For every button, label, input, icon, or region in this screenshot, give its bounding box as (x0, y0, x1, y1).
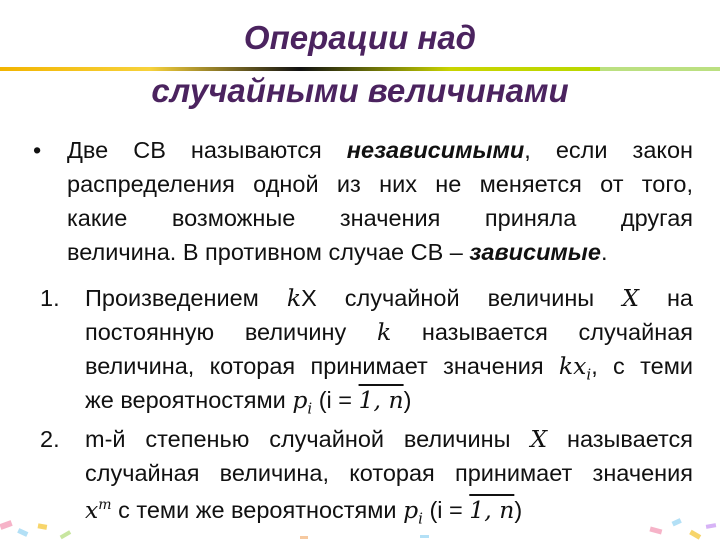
bullet-marker: • (33, 137, 42, 163)
text: же вероятностями (85, 387, 293, 413)
text: постоянную величину (85, 319, 377, 345)
title-line-2: случайными величинами (151, 72, 569, 109)
text: m-й степенью случайной величины (85, 426, 531, 452)
math-X: X (301, 285, 317, 311)
math-subscript: i (418, 509, 423, 528)
text: (i = (312, 387, 359, 413)
bullet-paragraph (67, 133, 693, 167)
math-X: X (530, 425, 548, 453)
text: ) (514, 496, 523, 523)
term-dependent: зависимые (469, 239, 601, 265)
text: (i = (422, 496, 470, 523)
item-1-marker: 1. (40, 285, 60, 311)
bullet-line-3: какие возможные значения приняла другая (67, 205, 693, 231)
bullet-line-2: распределения одной из них не меняется от того, (67, 171, 693, 197)
text: на (638, 285, 693, 311)
math-X: X (622, 284, 639, 312)
text: называется случайная (391, 319, 693, 345)
math-p: p (292, 386, 308, 414)
math-k: k (376, 318, 392, 346)
text: называется (547, 426, 693, 452)
math-range: 1, n (469, 495, 515, 524)
text: , если закон (524, 137, 693, 163)
item-1-line-4 (85, 383, 693, 426)
confetti-decoration (0, 500, 720, 540)
math-x: x (85, 495, 99, 524)
item-2-line-1 (85, 422, 693, 456)
text: Произведением (85, 285, 287, 311)
item-1-line-1 (85, 281, 693, 315)
math-kx: kx (558, 352, 587, 380)
text: Две СВ называются (67, 137, 347, 163)
text: величина. В противном случае СВ – (67, 239, 470, 265)
item-2-marker: 2. (40, 426, 60, 452)
bullet-line-4 (67, 235, 693, 269)
math-k: k (286, 284, 302, 312)
text: . (600, 239, 608, 265)
math-p: p (403, 495, 419, 524)
math-superscript: m (98, 497, 112, 513)
math-subscript: i (307, 399, 313, 418)
text: величина, которая принимает значения (85, 353, 559, 379)
item-2-line-2: случайная величина, которая принимает значения (85, 460, 693, 486)
text: с теми же вероятностями (111, 496, 404, 523)
title-line-1: Операции над (243, 19, 477, 56)
math-range: 1, n (358, 386, 404, 414)
term-independent: независимыми (346, 137, 525, 163)
text: , с теми (591, 353, 693, 379)
text: ) (403, 387, 412, 413)
item-1-line-2 (85, 315, 693, 349)
math-subscript: i (586, 365, 592, 384)
text: случайной величины (316, 285, 623, 311)
